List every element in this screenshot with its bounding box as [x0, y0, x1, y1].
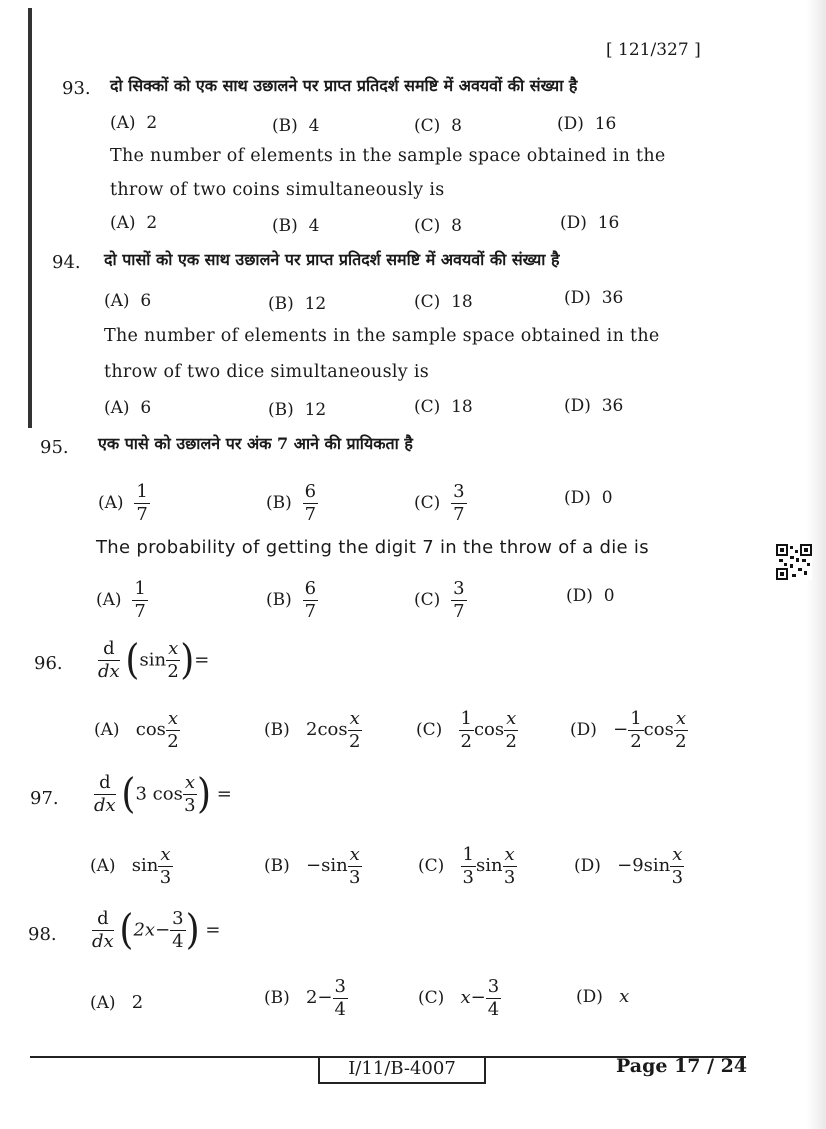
option-d: (D) 36 — [564, 396, 624, 416]
header-reference: [ 121/327 ] — [606, 40, 701, 60]
question-text-english: The number of elements in the sample space obtained in the — [104, 326, 660, 346]
question-text-english: throw of two dice simultaneously is — [104, 362, 429, 382]
paper-code: I/11/B-4007 — [318, 1056, 486, 1084]
question-number: 96. — [34, 653, 63, 674]
question-expression: $\frac{d}{dx}$ (sin $\frac{x}{2}$ )= — [98, 636, 210, 685]
option-b: (B) 12 — [268, 294, 327, 314]
option-a: (A) 2 — [110, 213, 158, 233]
option-a: (A) 2 — [90, 992, 144, 1013]
option-a: (A) 6 — [104, 398, 152, 418]
option-b: (B) 4 — [272, 216, 320, 236]
page-number: Page 17 / 24 — [616, 1055, 748, 1077]
option-c: (C) 8 — [414, 116, 462, 136]
option-c: (C) 18 — [414, 397, 473, 417]
option-d: (D) 16 — [557, 114, 617, 134]
option-b: (B) 12 — [268, 400, 327, 420]
option-a: (A) 6 — [104, 291, 152, 311]
option-d: (D) 36 — [564, 288, 624, 308]
option-d: (D) 16 — [560, 213, 620, 233]
question-expression: $\frac{d}{dx}$ (2x− $\frac{3}{4}$ ) = — [92, 906, 221, 955]
option-b: (B) 2cos $\frac{x}{2}$ — [264, 708, 361, 752]
question-number: 94. — [52, 252, 81, 273]
option-a: (A) cos $\frac{x}{2}$ — [94, 708, 179, 752]
option-c: (C) $\frac{3}{7}$ — [414, 578, 465, 622]
option-a: (A) 2 — [110, 113, 158, 133]
option-b: (B) $\frac{6}{7}$ — [266, 578, 317, 622]
binding-mark — [28, 8, 32, 428]
qr-code-icon — [776, 544, 812, 580]
option-c: (C) $\frac{1}{2}$ cos $\frac{x}{2}$ — [416, 708, 517, 752]
option-c: (C) $\frac{3}{7}$ — [414, 481, 465, 525]
option-b: (B) $\frac{6}{7}$ — [266, 481, 317, 525]
question-text-english: The number of elements in the sample space obtained in the — [110, 146, 666, 166]
option-c: (C) 18 — [414, 292, 473, 312]
question-text-english: throw of two coins simultaneously is — [110, 180, 445, 200]
question-number: 93. — [62, 78, 91, 99]
option-b: (B) −sin $\frac{x}{3}$ — [264, 844, 361, 888]
question-text-hindi: दो पासों को एक साथ उछालने पर प्राप्त प्रतिदर्श समष्टि में अवयवों की संख्या है — [104, 250, 560, 269]
question-number: 98. — [28, 924, 57, 945]
option-a: (A) sin $\frac{x}{3}$ — [90, 844, 172, 888]
option-d: (D) 0 — [564, 488, 613, 508]
option-a: (A) $\frac{1}{7}$ — [96, 578, 146, 622]
option-d: (D) x — [576, 986, 630, 1007]
question-text-english: The probability of getting the digit 7 in the throw of a die is — [96, 537, 649, 558]
question-text-hindi: दो सिक्कों को एक साथ उछालने पर प्राप्त प्रतिदर्श समष्टि में अवयवों की संख्या है — [110, 76, 578, 95]
question-number: 97. — [30, 788, 59, 809]
option-d: (D) −9sin $\frac{x}{3}$ — [574, 844, 684, 888]
question-expression: $\frac{d}{dx}$ (3 cos $\frac{x}{3}$ ) = — [94, 770, 232, 819]
option-b: (B) 2− $\frac{3}{4}$ — [264, 976, 346, 1020]
option-c: (C) 8 — [414, 216, 462, 236]
option-c: (C) x− $\frac{3}{4}$ — [418, 976, 500, 1020]
option-a: (A) $\frac{1}{7}$ — [98, 481, 148, 525]
option-b: (B) 4 — [272, 116, 320, 136]
question-number: 95. — [40, 437, 69, 458]
option-d: (D) 0 — [566, 586, 615, 606]
option-d: (D) − $\frac{1}{2}$ cos $\frac{x}{2}$ — [570, 708, 687, 752]
option-c: (C) $\frac{1}{3}$ sin $\frac{x}{3}$ — [418, 844, 516, 888]
question-text-hindi: एक पासे को उछालने पर अंक 7 आने की प्रायिकता है — [98, 434, 413, 453]
